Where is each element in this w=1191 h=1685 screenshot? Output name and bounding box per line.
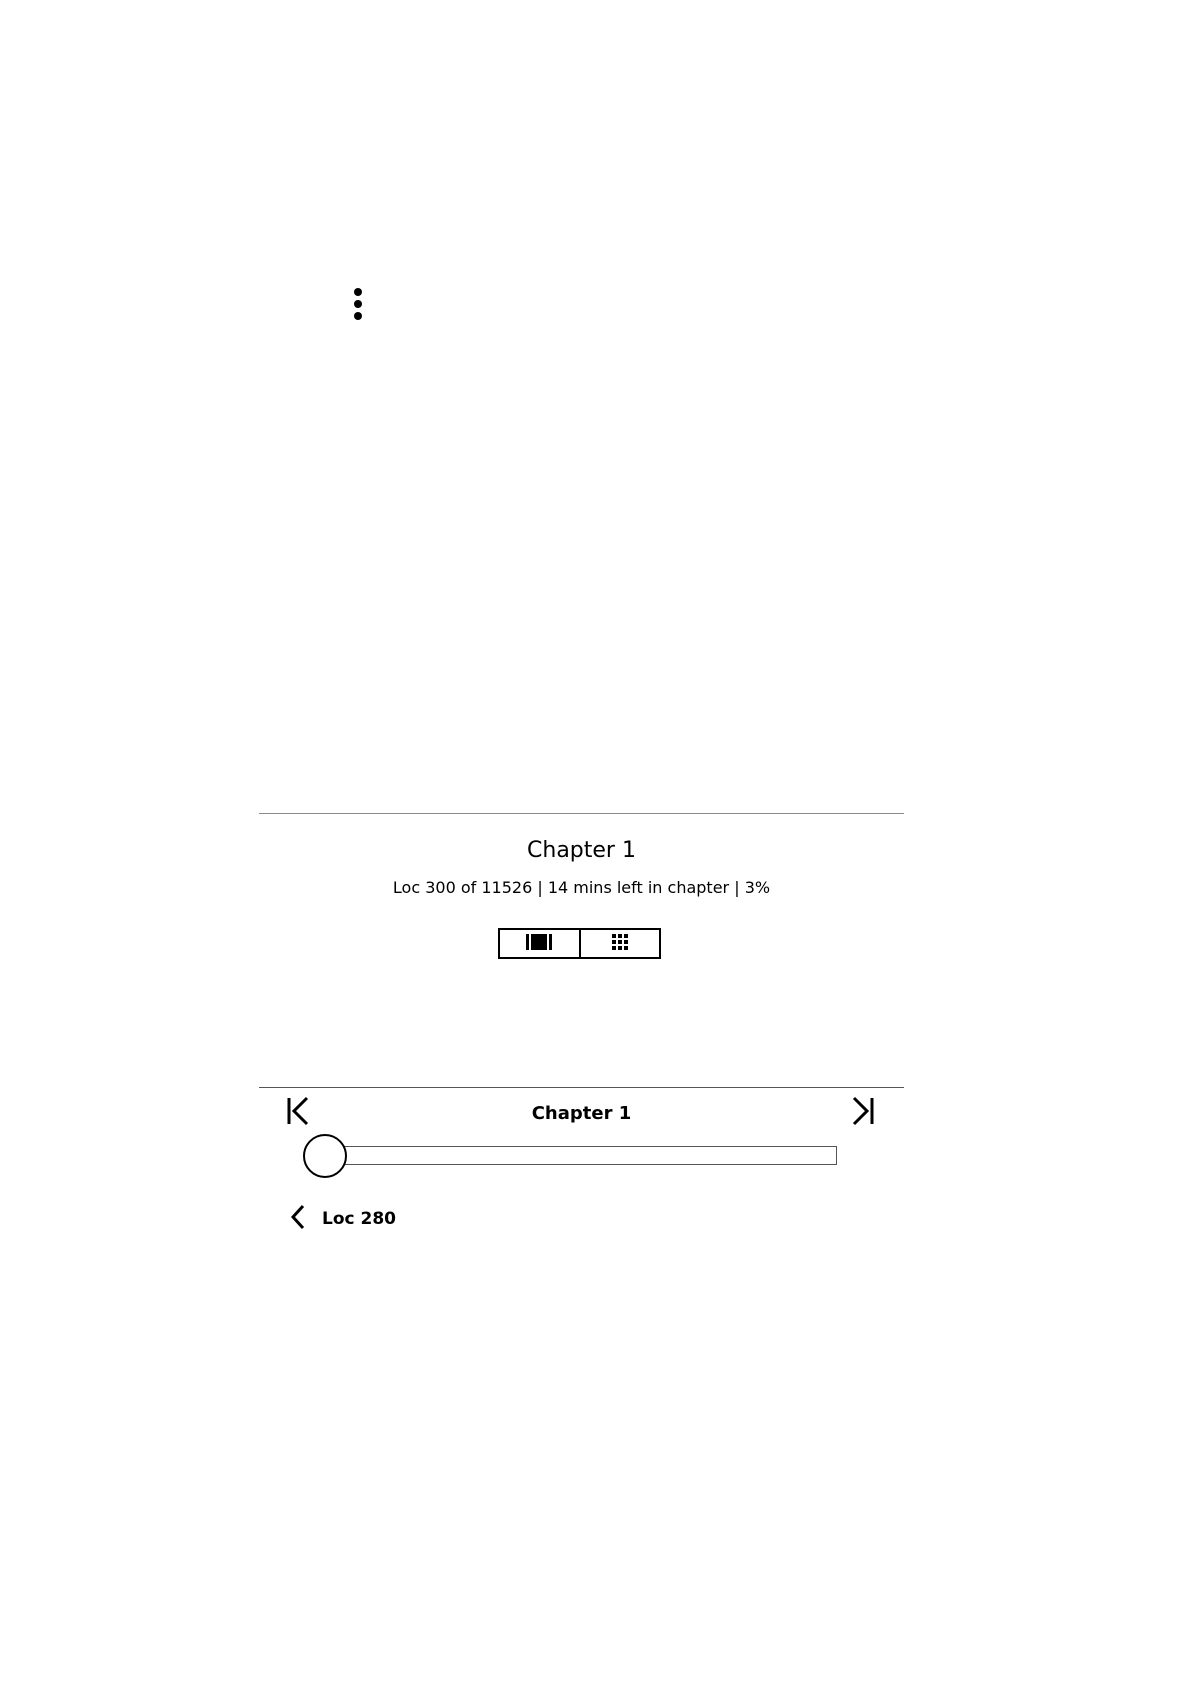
skip-to-end-icon <box>848 1113 876 1132</box>
location-slider-track[interactable] <box>325 1146 837 1165</box>
navigation-chapter-title: Chapter 1 <box>531 1103 632 1124</box>
reading-progress-text: Loc 300 of 11526 | 14 mins left in chapter | 3% <box>392 878 771 897</box>
page-flip-view-button[interactable] <box>500 930 579 957</box>
chapter-title: Chapter 1 <box>527 838 636 863</box>
more-vertical-icon[interactable] <box>346 284 370 324</box>
location-slider-thumb[interactable] <box>303 1134 347 1178</box>
chevron-left-icon <box>290 1203 306 1235</box>
view-toggle <box>498 928 661 959</box>
grid-view-button[interactable] <box>579 930 660 957</box>
page-flip-view-icon <box>526 934 552 954</box>
skip-to-start-button[interactable] <box>285 1094 313 1128</box>
skip-to-start-icon <box>285 1113 313 1132</box>
back-to-location-button[interactable] <box>290 1204 396 1234</box>
top-divider <box>259 813 904 814</box>
skip-to-end-button[interactable] <box>848 1094 876 1128</box>
back-location-label: Loc 280 <box>322 1209 396 1229</box>
grid-view-icon <box>612 934 628 954</box>
navigation-divider <box>259 1087 904 1088</box>
